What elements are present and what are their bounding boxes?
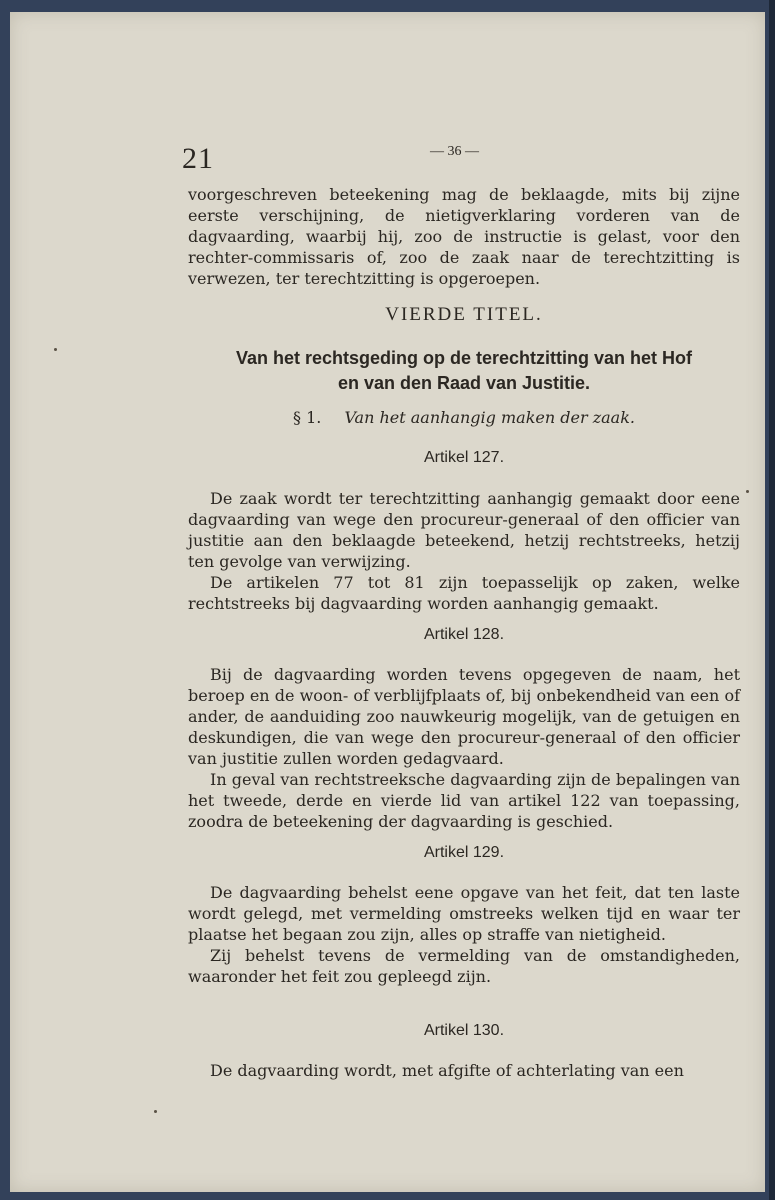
article-127-label: Artikel 127.	[423, 449, 505, 466]
title-heading-line-1: Van het rechtsgeding op de terechtzitting van het Hof	[235, 348, 693, 368]
title-heading-line-2: en van den Raad van Justitie.	[337, 373, 591, 393]
article-129-paragraph-1: De dagvaarding behelst eene opgave van het feit, dat ten laste wordt gelegd, met vermelding omstreeks welken tijd en waar ter plaatse het begaan zou zijn, alles op straffe van nietigheid.	[188, 883, 740, 944]
article-127-paragraph-2: De artikelen 77 tot 81 zijn toepasselijk op zaken, welke rechtstreeks bij dagvaarding worden aanhangig gemaakt.	[188, 573, 740, 613]
article-128-paragraph-2: In geval van rechtstreeksche dagvaarding zijn de bepalingen van het tweede, derde en vierde lid van artikel 122 van toepassing, zoodra de beteekening der dagvaarding is geschied.	[188, 770, 740, 831]
book-page	[10, 12, 765, 1192]
article-127-body	[188, 488, 740, 614]
margin-speck	[746, 490, 749, 493]
title-heading	[188, 346, 740, 396]
margin-speck	[154, 1110, 157, 1113]
article-130-label: Artikel 130.	[423, 1022, 505, 1039]
article-129-body	[188, 882, 740, 987]
section-number: § 1.	[293, 408, 322, 427]
article-127-paragraph-1: De zaak wordt ter terechtzitting aanhangig gemaakt door eene dagvaarding van wege den procureur-generaal of den officier van justitie aan den beklaagde beteekend, hetzij rechtstreeks, hetzij ten gevolge van verwijzing.	[188, 489, 740, 571]
margin-speck	[54, 348, 57, 351]
article-128-paragraph-1: Bij de dagvaarding worden tevens opgegeven de naam, het beroep en de woon- of verblijfplaats of, bij onbekendheid van een of ander, de aanduiding zoo nauwkeurig mogelijk, van de getuigen en deskundigen, die van wege den procureur-generaal of den officier van justitie zullen worden gedagvaard.	[188, 665, 740, 768]
title-label: VIERDE TITEL.	[385, 304, 543, 325]
article-128-label: Artikel 128.	[423, 626, 505, 643]
article-129-label: Artikel 129.	[423, 844, 505, 861]
scan-edge	[769, 0, 775, 1200]
section-caption: Van het aanhangig maken der zaak.	[344, 408, 635, 427]
page-number: — 36 —	[430, 144, 479, 159]
article-130-paragraph-1: De dagvaarding wordt, met afgifte of achterlating van een	[210, 1061, 684, 1080]
article-128-body	[188, 664, 740, 832]
intro-paragraph: voorgeschreven beteekening mag de beklaagde, mits bij zijne eerste verschijning, de nietigverklaring vorderen van de dagvaarding, waarbij hij, zoo de instructie is gelast, voor den rechter-commissaris of, zoo de zaak naar de terechtzitting is verwezen, ter terechtzitting is opgeroepen.	[188, 185, 740, 288]
folio-number: 21	[182, 142, 214, 175]
section-heading	[188, 408, 740, 427]
article-129-paragraph-2: Zij behelst tevens de vermelding van de omstandigheden, waaronder het feit zou gepleegd zijn.	[188, 946, 740, 986]
article-130-body	[188, 1060, 740, 1081]
